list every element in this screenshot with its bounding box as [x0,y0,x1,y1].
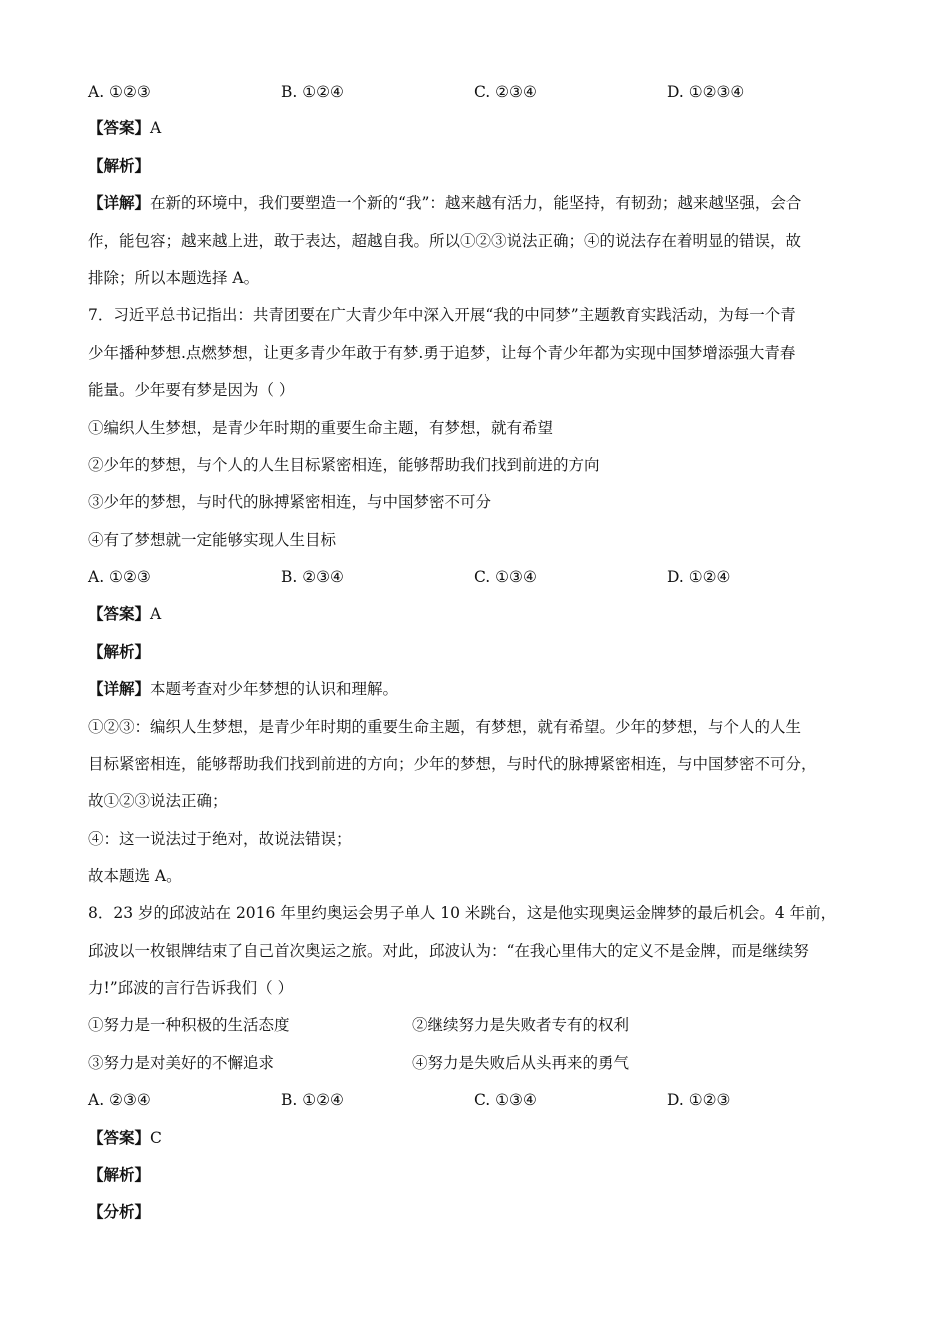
q7-detail-line-3: 故①②③说法正确； [88,792,228,810]
q8-statement-4: ④努力是失败后从头再来的勇气 [412,1054,630,1072]
q7-answer [88,604,161,624]
q6-option-b: B. ①②④ [281,83,344,101]
q6-answer [88,118,161,138]
answer-tag: 【答案】 [88,118,151,137]
q7-stem-line-3: 能量。少年要有梦是因为（ ） [88,381,295,399]
q6-option-c: C. ②③④ [474,83,537,101]
q8-option-d: D. ①②③ [667,1091,731,1109]
answer-tag: 【答案】 [88,1128,151,1147]
q7-detail-line-1: ①②③：编织人生梦想，是青少年时期的重要生命主题，有梦想，就有希望。少年的梦想，与个人的人生 [88,718,802,736]
answer-value: C [150,1129,162,1147]
q6-detail-line-3: 排除；所以本题选择 A。 [88,269,260,287]
q7-option-a: A. ①②③ [88,568,151,586]
q6-analysis-tag: 【解析】 [88,156,151,175]
answer-value: A [150,605,162,623]
q8-stem-line-2: 邱波以一枚银牌结束了自己首次奥运之旅。对此，邱波认为：“在我心里伟大的定义不是金牌，而是继续努 [88,942,809,960]
q7-analysis-tag: 【解析】 [88,642,151,661]
answer-value: A [150,119,162,137]
q7-statement-1: ①编织人生梦想，是青少年时期的重要生命主题，有梦想，就有希望 [88,419,554,437]
q8-statement-1: ①努力是一种积极的生活态度 [88,1016,290,1034]
q8-option-c: C. ①③④ [474,1091,537,1109]
detail-tag: 【详解】 [88,193,151,212]
q8-analysis-tag: 【解析】 [88,1165,151,1184]
q6-option-d: D. ①②③④ [667,83,745,101]
q6-detail-line-1 [88,193,801,213]
q8-statement-3: ③努力是对美好的不懈追求 [88,1054,275,1072]
q7-option-c: C. ①③④ [474,568,537,586]
q7-stem-line-1: 7．习近平总书记指出：共青团要在广大青少年中深入开展“我的中同梦”主题教育实践活动，为每一个青 [88,306,796,324]
q6-detail-line-2: 作，能包容；越来越上进，敢于表达，超越自我。所以①②③说法正确；④的说法存在着明显的错误，故 [88,232,802,250]
q7-detail-line-4: ④：这一说法过于绝对，故说法错误； [88,830,352,848]
answer-tag: 【答案】 [88,604,151,623]
q8-stem-line-3: 力!”邱波的言行告诉我们（ ） [88,979,294,997]
q7-detail-line-5: 故本题选 A。 [88,867,182,885]
q6-option-a: A. ①②③ [88,83,151,101]
detail-text: 在新的环境中，我们要塑造一个新的“我”：越来越有活力，能坚持，有韧劲；越来越坚强，会合 [150,194,802,212]
detail-text: 本题考查对少年梦想的认识和理解。 [150,680,399,698]
q8-statement-2: ②继续努力是失败者专有的权利 [412,1016,630,1034]
q7-detail-first [88,679,398,699]
q7-option-d: D. ①②④ [667,568,731,586]
q8-answer [88,1128,162,1148]
q8-analysis2-tag: 【分析】 [88,1202,151,1221]
q8-stem-line-1: 8．23 岁的邱波站在 2016 年里约奥运会男子单人 10 米跳台，这是他实现奥运金牌梦的最后机会。4 年前， [88,904,837,922]
q7-option-b: B. ②③④ [281,568,344,586]
q8-option-a: A. ②③④ [88,1091,151,1109]
q7-statement-2: ②少年的梦想，与个人的人生目标紧密相连，能够帮助我们找到前进的方向 [88,456,600,474]
q7-stem-line-2: 少年播种梦想.点燃梦想，让更多青少年敢于有梦.勇于追梦，让每个青少年都为实现中国梦增添强大青春 [88,344,796,362]
detail-tag: 【详解】 [88,679,151,698]
q7-statement-3: ③少年的梦想，与时代的脉搏紧密相连，与中国梦密不可分 [88,493,492,511]
q8-option-b: B. ①②④ [281,1091,344,1109]
q7-statement-4: ④有了梦想就一定能够实现人生目标 [88,531,337,549]
q7-detail-line-2: 目标紧密相连，能够帮助我们找到前进的方向；少年的梦想，与时代的脉搏紧密相连，与中国梦密不可分， [88,755,817,773]
